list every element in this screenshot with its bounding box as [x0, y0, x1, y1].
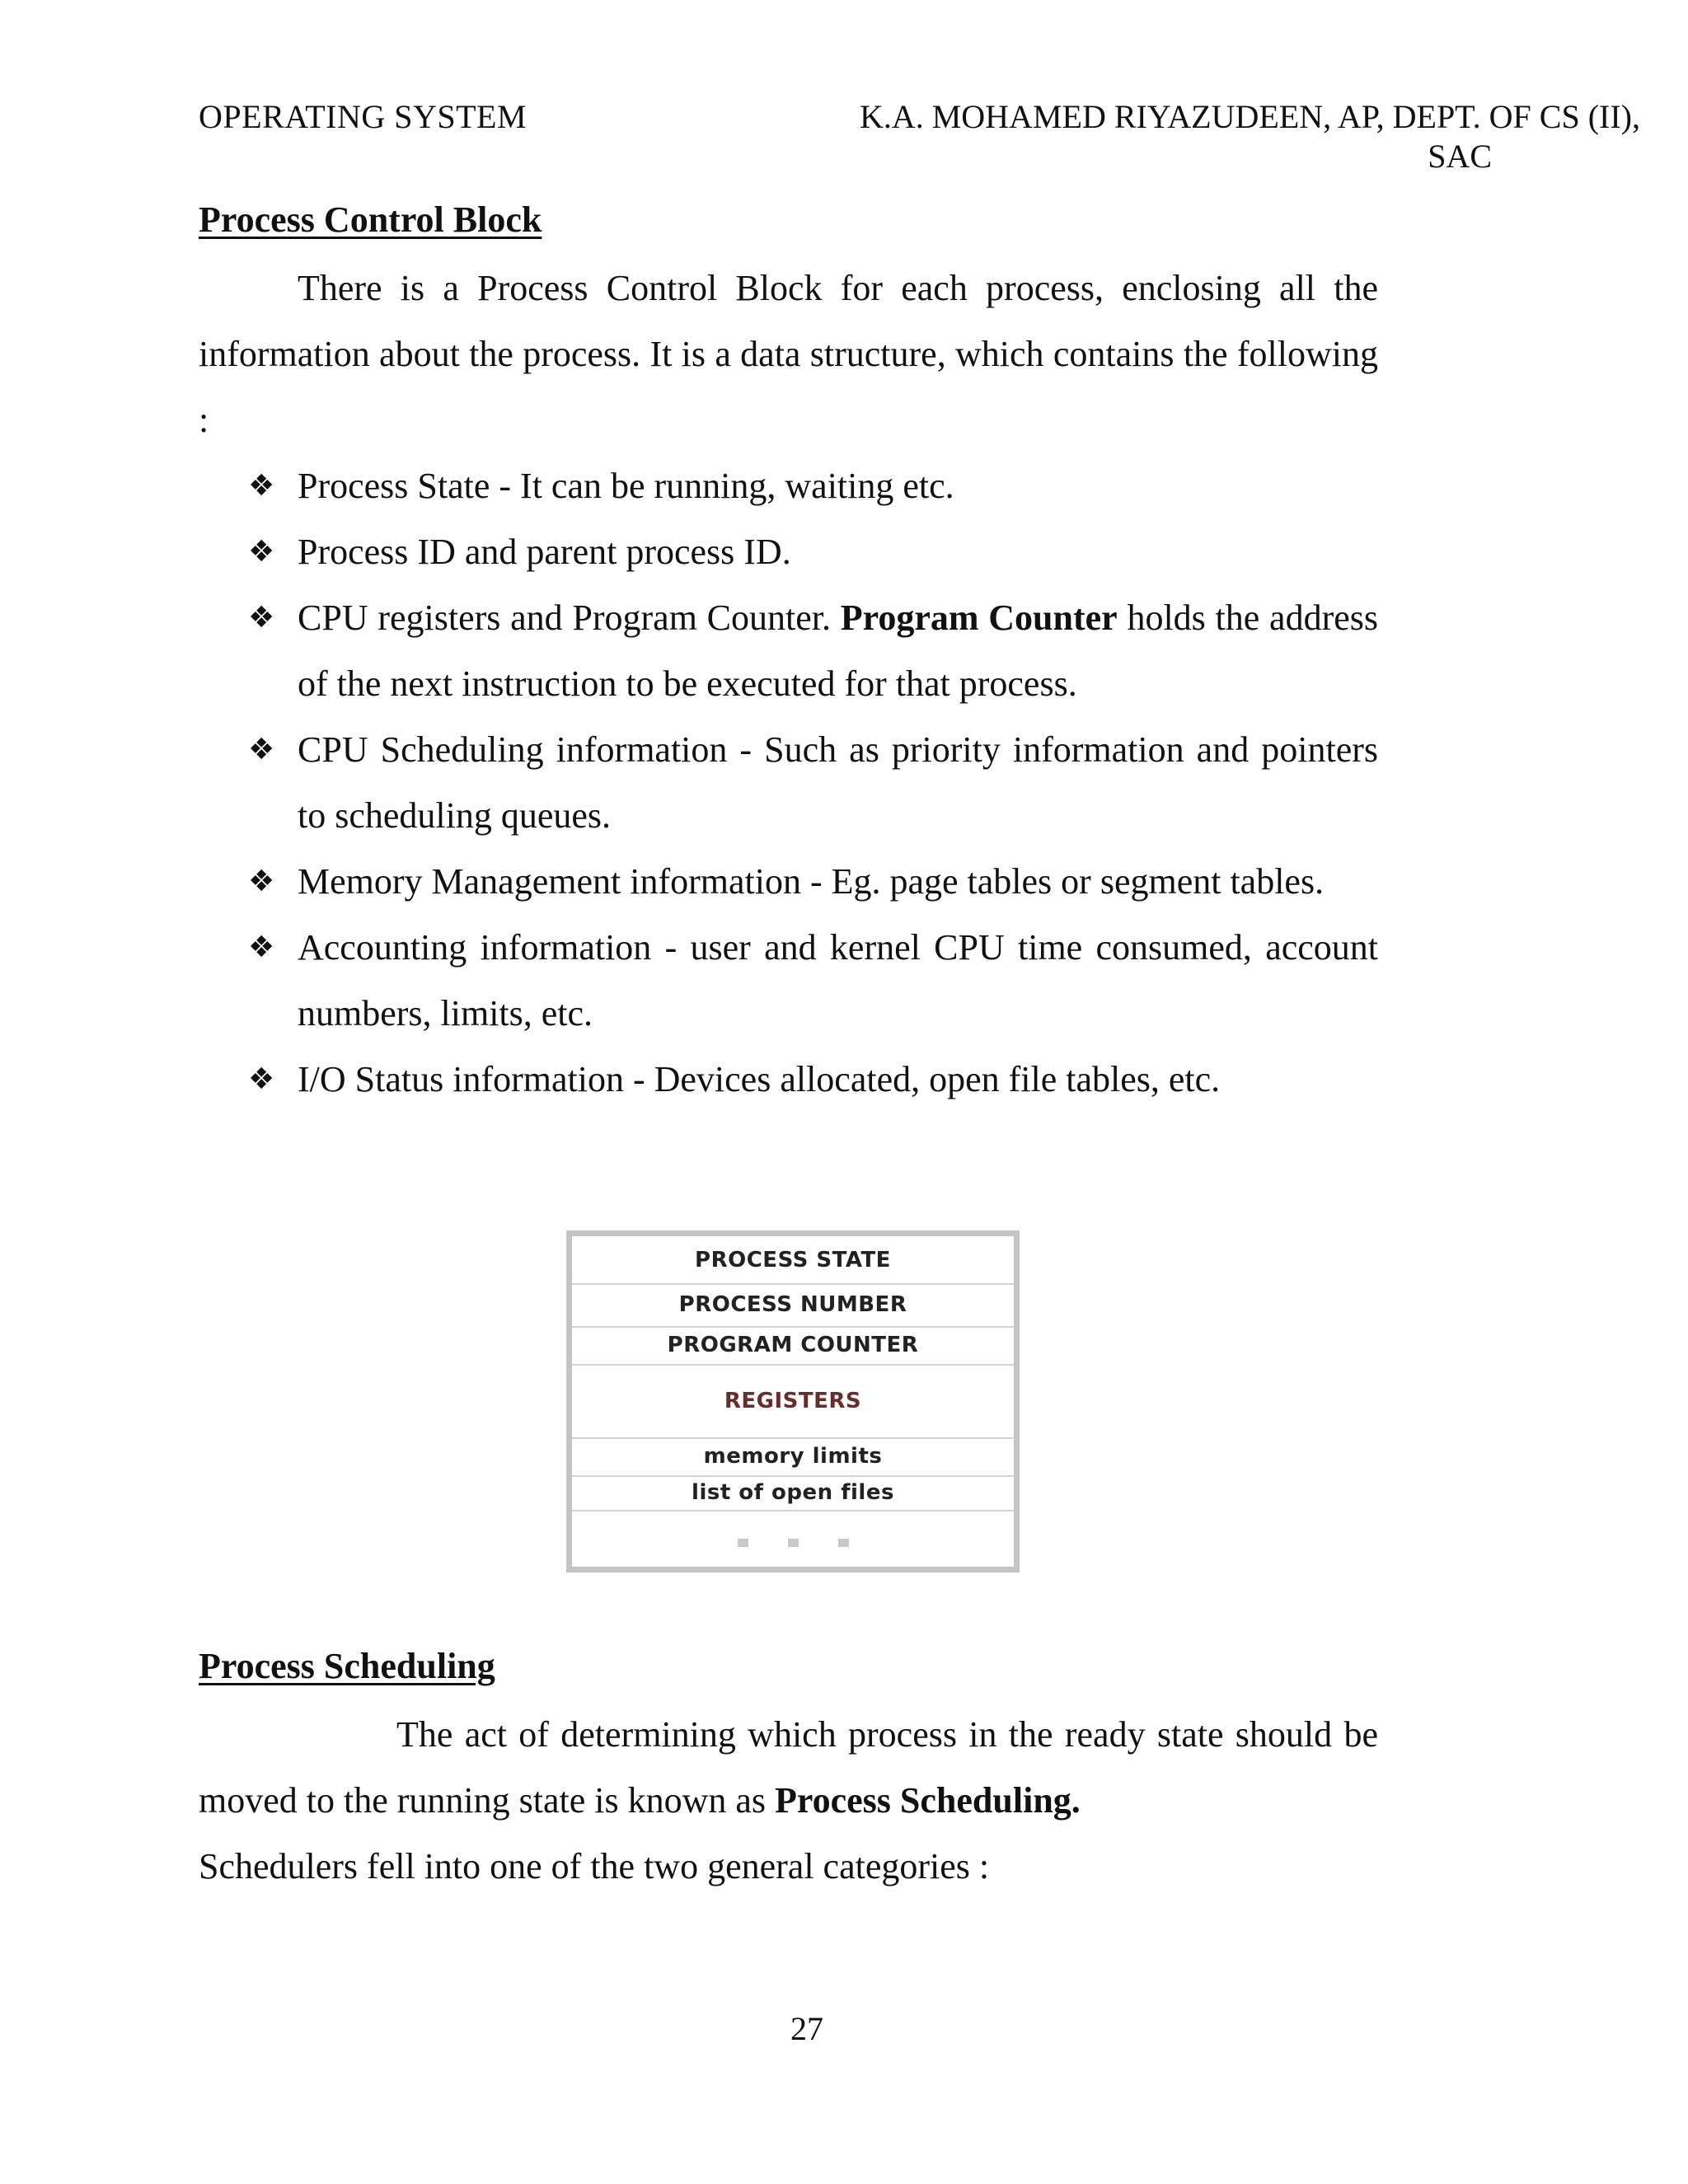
header-author-line2: SAC [1428, 138, 1492, 175]
dot [738, 1539, 748, 1547]
list-item [199, 1047, 1378, 1113]
scheduling-heading: Process Scheduling [199, 1646, 495, 1686]
ellipsis-dots-icon [572, 1539, 1014, 1547]
bullet-text: I/O Status information - Devices allocated, open file tables, etc. [298, 1059, 1221, 1099]
diamond-bullet-icon: ❖ [248, 733, 275, 766]
scheduling-intro-paragraph [199, 1702, 1378, 1834]
scheduling-section [199, 1642, 1378, 1691]
header-author-line1: K.A. MOHAMED RIYAZUDEEN, AP, DEPT. OF CS (II), [859, 98, 1640, 135]
bullet-text: Memory Management information - Eg. page tables or segment tables. [298, 861, 1325, 902]
pcb-row-memory-limits: memory limits [572, 1437, 1014, 1477]
pcb-intro-block [199, 255, 1378, 453]
pcb-section [199, 195, 1378, 245]
diamond-bullet-icon: ❖ [248, 535, 275, 569]
scheduling-body [199, 1702, 1378, 1900]
pcb-diagram [566, 1230, 1020, 1572]
bullet-text: CPU Scheduling information - Such as priority information and pointers to scheduling queues. [298, 729, 1378, 836]
scheduling-intro-text: The act of determining which process in the ready state should be moved to the running state is known as [199, 1714, 1378, 1821]
header-course-title: OPERATING SYSTEM [199, 98, 528, 135]
page-number: 27 [790, 2010, 823, 2047]
list-item [199, 915, 1378, 1047]
dot [838, 1539, 849, 1547]
diamond-bullet-icon: ❖ [248, 930, 275, 964]
pcb-row-process-number: PROCESS NUMBER [572, 1283, 1014, 1328]
pcb-row-program-counter: PROGRAM COUNTER [572, 1326, 1014, 1366]
header-author [816, 97, 1640, 176]
pcb-row-registers: REGISTERS [572, 1364, 1014, 1439]
list-item [199, 453, 1378, 519]
diamond-bullet-icon: ❖ [248, 469, 275, 503]
list-item [199, 519, 1378, 585]
bullet-text: Process ID and parent process ID. [298, 532, 791, 572]
bullet-text-post: holds the address of the next instruction to be executed for that process. [298, 598, 1378, 704]
bullet-text-bold: Program Counter [840, 598, 1118, 638]
diamond-bullet-icon: ❖ [248, 1062, 275, 1096]
pcb-heading: Process Control Block [199, 199, 542, 240]
bullet-text-pre: CPU registers and Program Counter. [298, 598, 841, 638]
pcb-intro-paragraph: There is a Process Control Block for each process, enclosing all the information about the process. It is a data structure, which contains the following : [199, 268, 1378, 440]
list-item [199, 585, 1378, 717]
dot [788, 1539, 799, 1547]
pcb-bullet-list [199, 453, 1378, 1113]
diamond-bullet-icon: ❖ [248, 865, 275, 898]
pcb-row-open-files: list of open files [572, 1475, 1014, 1511]
scheduling-categories-text: Schedulers fell into one of the two general categories : [199, 1846, 990, 1886]
bullet-text: Process State - It can be running, waiting etc. [298, 466, 954, 506]
scheduling-intro-bold: Process Scheduling. [775, 1780, 1081, 1821]
pcb-bullet-list-block [199, 453, 1378, 1113]
pcb-row-process-state: PROCESS STATE [572, 1236, 1014, 1285]
list-item [199, 717, 1378, 849]
list-item [199, 849, 1378, 915]
bullet-text: Accounting information - user and kernel CPU time consumed, account numbers, limits, etc. [298, 927, 1378, 1033]
diamond-bullet-icon: ❖ [248, 601, 275, 635]
